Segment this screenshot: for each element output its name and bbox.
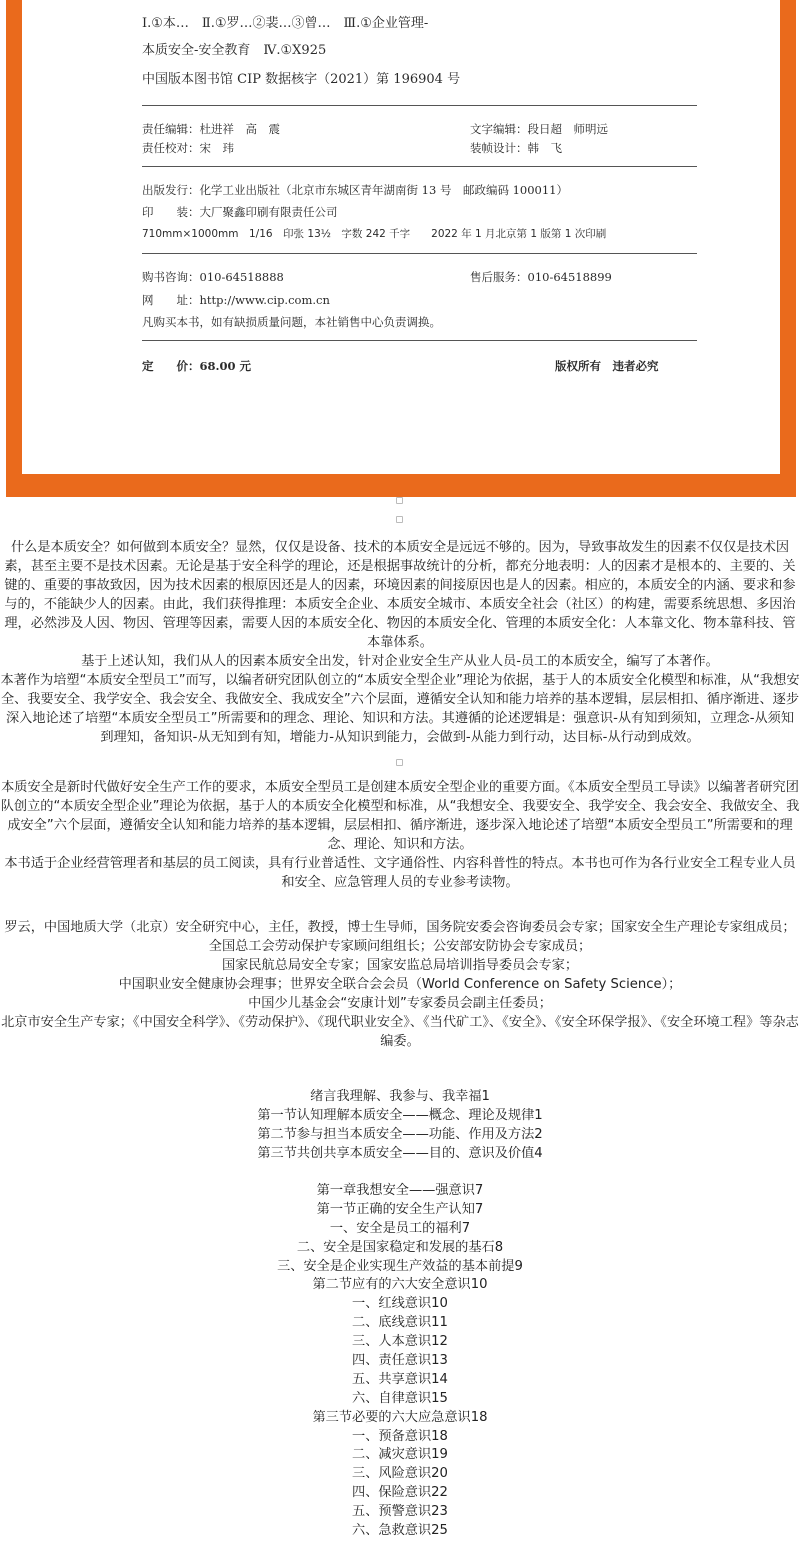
toc-entry: 一、安全是员工的福利7 xyxy=(329,1220,471,1236)
text-editor: 文字编辑：段日超 师明远 xyxy=(470,122,608,136)
separator-dot xyxy=(396,516,403,523)
author-paragraph: 中国职业安全健康协会理事；世界安全联合会会员（World Conference on Safety Science）； xyxy=(118,977,682,992)
toc-entry: 三、人本意识12 xyxy=(352,1334,448,1350)
toc-entry: 绪言我理解、我参与、我幸福1 xyxy=(310,1089,490,1104)
purchase-phone: 购书咨询：010-64518888 xyxy=(142,270,284,284)
separator-dot xyxy=(396,759,403,766)
author-section xyxy=(0,918,800,1051)
website: 网 址：http://www.cip.com.cn xyxy=(142,293,330,307)
preface-paragraph: 什么是本质安全？如何做到本质安全？显然，仅仅是设备、技术的本质安全是远远不够的。因为，导致事故发生的因素不仅仅是技术因素，甚至主要不是技术因素。无论是基于安全科学的理论，还是根据事故统计的分析，都充分地表明：人的因素才是根本的、主要的、关键的、重要的事故致因，因为技术因素的根原因还是人的因素，环境因素的间接原因也是人的因素。相应的，本质安全的内涵、要求和参与的，不能缺少人的因素。由此，我们获得推理：本质安全企业、本质安全城市、本质安全社会（社区）的构建，需要系统思想、多因治理，必然涉及人因、物因、管理等因素，需要人因的本质安全化、物因的本质安全化、管理的本质安全化：人本靠文化、物本靠科技、管本靠体系。 xyxy=(4,540,796,650)
preface-paragraph: 基于上述认知，我们从人的因素本质安全出发，针对企业安全生产从业人员-员工的本质安全，编写了本著作。 xyxy=(81,654,719,669)
preface-section xyxy=(0,538,800,747)
responsible-editor: 责任编辑：杜进祥 高 震 xyxy=(142,122,280,136)
toc-entry: 第三节必要的六大应急意识18 xyxy=(312,1409,488,1425)
printer-info: 印 装：大厂聚鑫印刷有限责任公司 xyxy=(142,205,338,219)
divider xyxy=(142,340,697,341)
toc-preface xyxy=(0,1088,800,1164)
toc-entry: 第三节共创共享本质安全——目的、意识及价值4 xyxy=(257,1145,543,1161)
price: 定 价：68.00 元 xyxy=(142,359,252,373)
divider xyxy=(142,166,697,167)
copyright-page-frame xyxy=(6,0,796,497)
binding-designer: 装帧设计：韩 飞 xyxy=(470,141,562,155)
toc-entry: 六、自律意识15 xyxy=(352,1390,448,1406)
preface-paragraph: 本著作为培塑“本质安全型员工”而写，以编者研究团队创立的“本质安全型企业”理论为依据，基于人的本质安全化模型和标准，从“我想安全、我要安全、我学安全、我会安全、我做安全、我成安全”六个层面，遵循安全认知和能力培养的基本逻辑，层层相扣、循序渐进、逐步深入地论述了培塑“本质安全型员工”所需要和的理念、理论、知识和方法。其遵循的论述逻辑是：强意识-从有知到须知，立理念-从须知到理知，备知识-从无知到有知，增能力-从知识到能力，会做到-从能力到行动，达目标-从行动到成效。 xyxy=(0,673,800,745)
toc-chapter-1 xyxy=(0,1182,800,1541)
toc-entry: 第二节应有的六大安全意识10 xyxy=(312,1277,488,1293)
toc-entry: 一、预备意识18 xyxy=(352,1428,448,1444)
toc-entry: 四、责任意识13 xyxy=(352,1353,448,1369)
after-sales-phone: 售后服务：010-64518899 xyxy=(470,270,612,284)
summary-section xyxy=(0,778,800,892)
divider xyxy=(142,105,697,106)
toc-entry: 五、共享意识14 xyxy=(352,1371,448,1387)
toc-entry: 六、急救意识25 xyxy=(352,1523,448,1539)
summary-paragraph: 本质安全是新时代做好安全生产工作的要求，本质安全型员工是创建本质安全型企业的重要方面。《本质安全型员工导读》以编著者研究团队创立的“本质安全型企业”理论为依据，基于人的本质安全化模型和标准，从“我想安全、我要安全、我学安全、我会安全、我做安全、我成安全”六个层面，遵循安全认知和能力培养的基本逻辑，层层相扣、循序渐进，逐步深入地论述了培塑“本质安全型员工”所需要和的理念、理论、知识和方法。 xyxy=(0,780,800,852)
toc-entry: 二、底线意识11 xyxy=(352,1315,448,1331)
separator-dot xyxy=(396,497,403,504)
author-paragraph: 北京市安全生产专家；《中国安全科学》、《劳动保护》、《现代职业安全》、《当代矿工》、《安全》、《安全环保学报》、《安全环境工程》等杂志编委。 xyxy=(1,1015,799,1049)
toc-entry: 第一章我想安全——强意识7 xyxy=(316,1183,484,1198)
responsible-proofreader: 责任校对：宋 玮 xyxy=(142,141,234,155)
author-paragraph: 国家民航总局安全专家；国家安监总局培训指导委员会专家； xyxy=(221,958,579,973)
toc-entry: 二、减灾意识19 xyxy=(352,1447,448,1463)
toc-entry: 第一节正确的安全生产认知7 xyxy=(316,1201,484,1217)
publisher-info: 出版发行：化学工业出版社（北京市东城区青年湖南街 13 号 邮政编码 100011） xyxy=(142,183,568,197)
toc-entry: 第二节参与担当本质安全——功能、作用及方法2 xyxy=(257,1126,543,1142)
toc-entry: 二、安全是国家稳定和发展的基石8 xyxy=(296,1239,504,1255)
toc-entry: 第一节认知理解本质安全——概念、理论及规律1 xyxy=(257,1107,543,1123)
cip-classification-line-2: 本质安全-安全教育 Ⅳ.①X925 xyxy=(142,43,327,58)
cip-record-number: 中国版本图书馆 CIP 数据核字（2021）第 196904 号 xyxy=(142,72,461,87)
cip-classification-line: Ⅰ.①本… Ⅱ.①罗…②裴…③曾… Ⅲ.①企业管理- xyxy=(142,16,429,31)
summary-paragraph: 本书适于企业经营管理者和基层的员工阅读，具有行业普适性、文字通俗性、内容科普性的特点。本书也可作为各行业安全工程专业人员和安全、应急管理人员的专业参考读物。 xyxy=(4,856,796,890)
book-spec: 710mm×1000mm 1/16 印张 13½ 字数 242 千字 2022 年 1 月北京第 1 版第 1 次印刷 xyxy=(142,228,607,240)
copyright-page-card xyxy=(22,0,780,474)
toc-entry: 四、保险意识22 xyxy=(352,1485,448,1501)
toc-entry: 三、安全是企业实现生产效益的基本前提9 xyxy=(277,1258,523,1274)
divider xyxy=(142,253,697,254)
author-paragraph: 罗云，中国地质大学（北京）安全研究中心，主任，教授，博士生导师，国务院安委会咨询委员会专家；国家安全生产理论专家组成员； xyxy=(4,920,796,935)
defect-notice: 凡购买本书，如有缺损质量问题，本社销售中心负责调换。 xyxy=(142,315,441,329)
author-paragraph: 中国少儿基金会“安康计划”专家委员会副主任委员； xyxy=(248,996,552,1011)
toc-entry: 五、预警意识23 xyxy=(352,1504,448,1520)
toc-entry: 三、风险意识20 xyxy=(352,1466,448,1482)
author-paragraph: 全国总工会劳动保护专家顾问组组长；公安部安防协会专家成员； xyxy=(208,939,592,954)
toc-entry: 一、红线意识10 xyxy=(352,1296,448,1312)
rights-reserved: 版权所有 违者必究 xyxy=(555,359,659,373)
